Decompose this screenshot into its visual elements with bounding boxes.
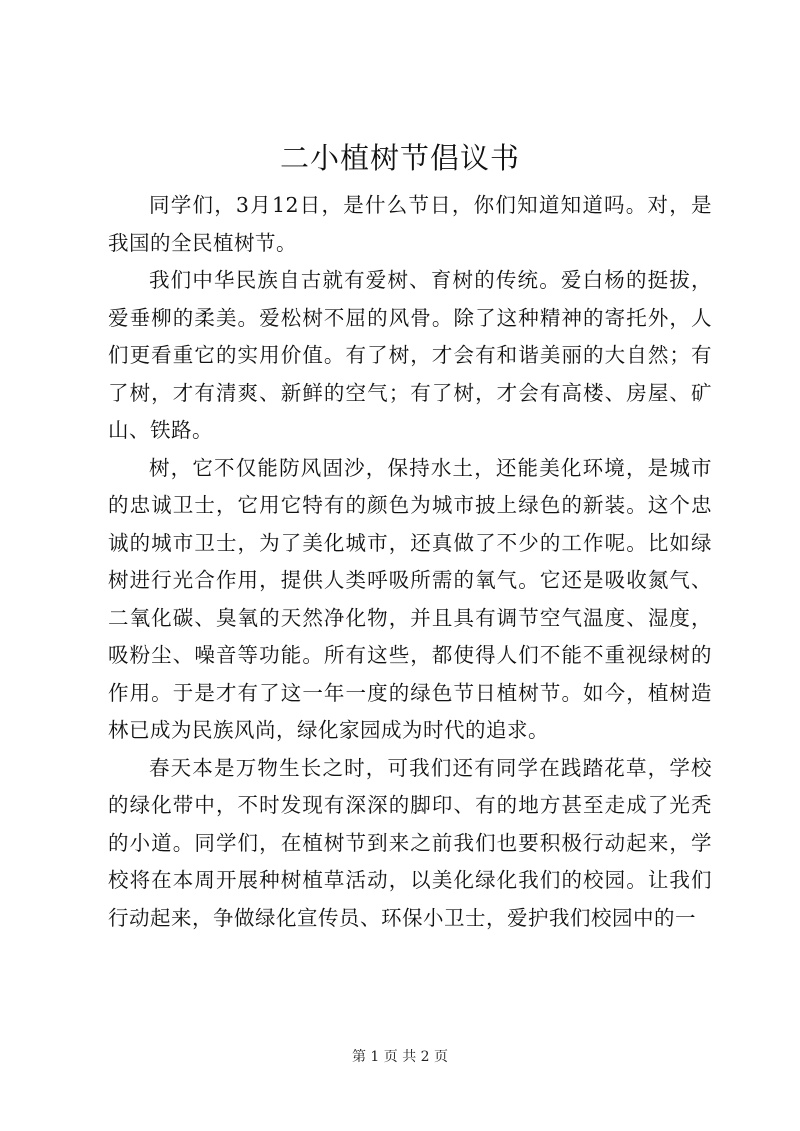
paragraph: 同学们，3月12日，是什么节日，你们知道知道吗。对，是我国的全民植树节。 [108, 193, 712, 255]
page-footer: 第 1 页 共 2 页 [351, 1049, 449, 1065]
document-body [108, 187, 712, 937]
document-title: 二小植树节倡议书 [279, 141, 520, 175]
paragraph: 我们中华民族自古就有爱树、育树的传统。爱白杨的挺拔，爱垂柳的柔美。爱松树不屈的风骨。除了这种精神的寄托外，人们更看重它的实用价值。有了树，才会有和谐美丽的大自然；有了树，才有清爽、新鲜的空气；有了树，才会有高楼、房屋、矿山、铁路。 [108, 268, 712, 442]
paragraph: 树，它不仅能防风固沙，保持水土，还能美化环境，是城市的忠诚卫士，它用它特有的颜色为城市披上绿色的新装。这个忠诚的城市卫士，为了美化城市，还真做了不少的工作呢。比如绿树进行光合作用，提供人类呼吸所需的氧气。它还是吸收氮气、二氧化碳、臭氧的天然净化物，并且具有调节空气温度、湿度，吸粉尘、噪音等功能。所有这些，都使得人们不能不重视绿树的作用。于是才有了这一年一度的绿色节日植树节。如今，植树造林已成为民族风尚，绿化家园成为时代的追求。 [108, 455, 712, 742]
paragraph: 春天本是万物生长之时，可我们还有同学在践踏花草，学校的绿化带中，不时发现有深深的脚印、有的地方甚至走成了光秃的小道。同学们，在植树节到来之前我们也要积极行动起来，学校将在本周开展种树植草活动，以美化绿化我们的校园。让我们行动起来，争做绿化宣传员、环保小卫士，爱护我们校园中的一 [108, 755, 712, 930]
